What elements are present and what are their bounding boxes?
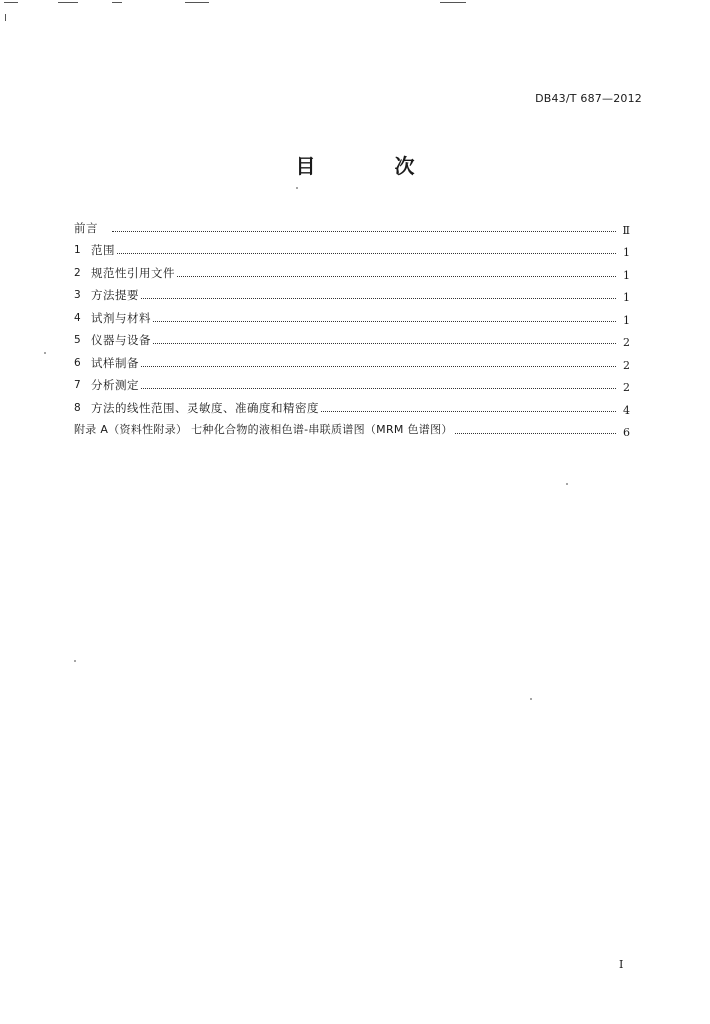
toc-entry[interactable]: [74, 302, 630, 325]
toc-entry-page: 1: [623, 291, 630, 304]
toc-entry[interactable]: [74, 370, 630, 393]
toc-entry-page: Ⅱ: [622, 223, 630, 237]
scan-artifact: [4, 2, 18, 3]
scan-artifact: [185, 2, 209, 3]
toc-entry-label: 分析测定: [91, 378, 139, 392]
toc-leader-dots: [141, 298, 616, 299]
toc-entry[interactable]: [74, 235, 630, 258]
toc-entry-page: 2: [623, 381, 630, 394]
scan-speck: [74, 660, 76, 662]
toc-leader-dots: [141, 388, 616, 389]
toc-leader-dots: [177, 276, 616, 277]
toc-entry[interactable]: [74, 392, 630, 415]
scan-speck: [44, 352, 46, 354]
scan-artifact: [58, 2, 78, 3]
toc-entry-page: 6: [623, 426, 630, 439]
toc-entry-number: 4: [74, 311, 81, 324]
toc-entry[interactable]: [74, 415, 630, 438]
toc-entry-page: 1: [623, 313, 630, 327]
scan-speck: [530, 698, 532, 700]
toc-entry-label: 规范性引用文件: [91, 265, 175, 280]
document-code: DB43/T 687—2012: [535, 92, 642, 105]
toc-entry-page: 2: [623, 358, 630, 372]
toc-leader-dots: [455, 433, 616, 434]
toc-entry-number: 8: [74, 401, 81, 414]
toc-entry-number: 7: [74, 379, 81, 391]
toc-entry-label: 试样制备: [91, 355, 139, 370]
toc-entry-label: 附录 A（资料性附录） 七种化合物的液相色谱-串联质谱图（MRM 色谱图）: [74, 423, 453, 436]
toc-entry[interactable]: [74, 325, 630, 348]
table-of-contents: [74, 212, 630, 437]
toc-entry[interactable]: [74, 347, 630, 370]
toc-entry-page: 1: [623, 268, 630, 282]
toc-entry-number: 2: [74, 266, 81, 279]
scan-speck: [566, 483, 568, 485]
toc-entry-number: 1: [74, 244, 81, 256]
scan-speck: [296, 187, 298, 189]
toc-leader-dots: [321, 411, 616, 412]
scan-artifact: [112, 2, 122, 3]
toc-entry-label: 仪器与设备: [91, 333, 151, 347]
toc-entry-number: 5: [74, 334, 81, 346]
toc-entry-label: 前言: [74, 220, 98, 235]
toc-leader-dots: [141, 366, 616, 367]
toc-leader-dots: [153, 343, 616, 344]
toc-entry-label: 方法提要: [91, 288, 139, 302]
toc-entry-number: 6: [74, 356, 81, 369]
toc-entry-label: 范围: [91, 243, 115, 257]
scan-artifact: [440, 2, 466, 3]
scan-artifact: [5, 14, 6, 21]
toc-entry[interactable]: [74, 212, 630, 235]
toc-entry-label: 方法的线性范围、灵敏度、准确度和精密度: [91, 400, 319, 415]
toc-entry-label: 试剂与材料: [91, 310, 151, 325]
toc-entry[interactable]: [74, 280, 630, 303]
toc-entry[interactable]: [74, 257, 630, 280]
page-title: 目 次: [295, 154, 451, 178]
toc-leader-dots: [117, 253, 616, 254]
toc-entry-page: 2: [623, 336, 630, 349]
toc-entry-page: 1: [623, 246, 630, 259]
toc-entry-page: 4: [623, 403, 630, 417]
toc-entry-number: 3: [74, 289, 81, 301]
toc-leader-dots: [153, 321, 616, 322]
page-number: I: [619, 958, 624, 971]
toc-leader-dots: [112, 231, 616, 232]
